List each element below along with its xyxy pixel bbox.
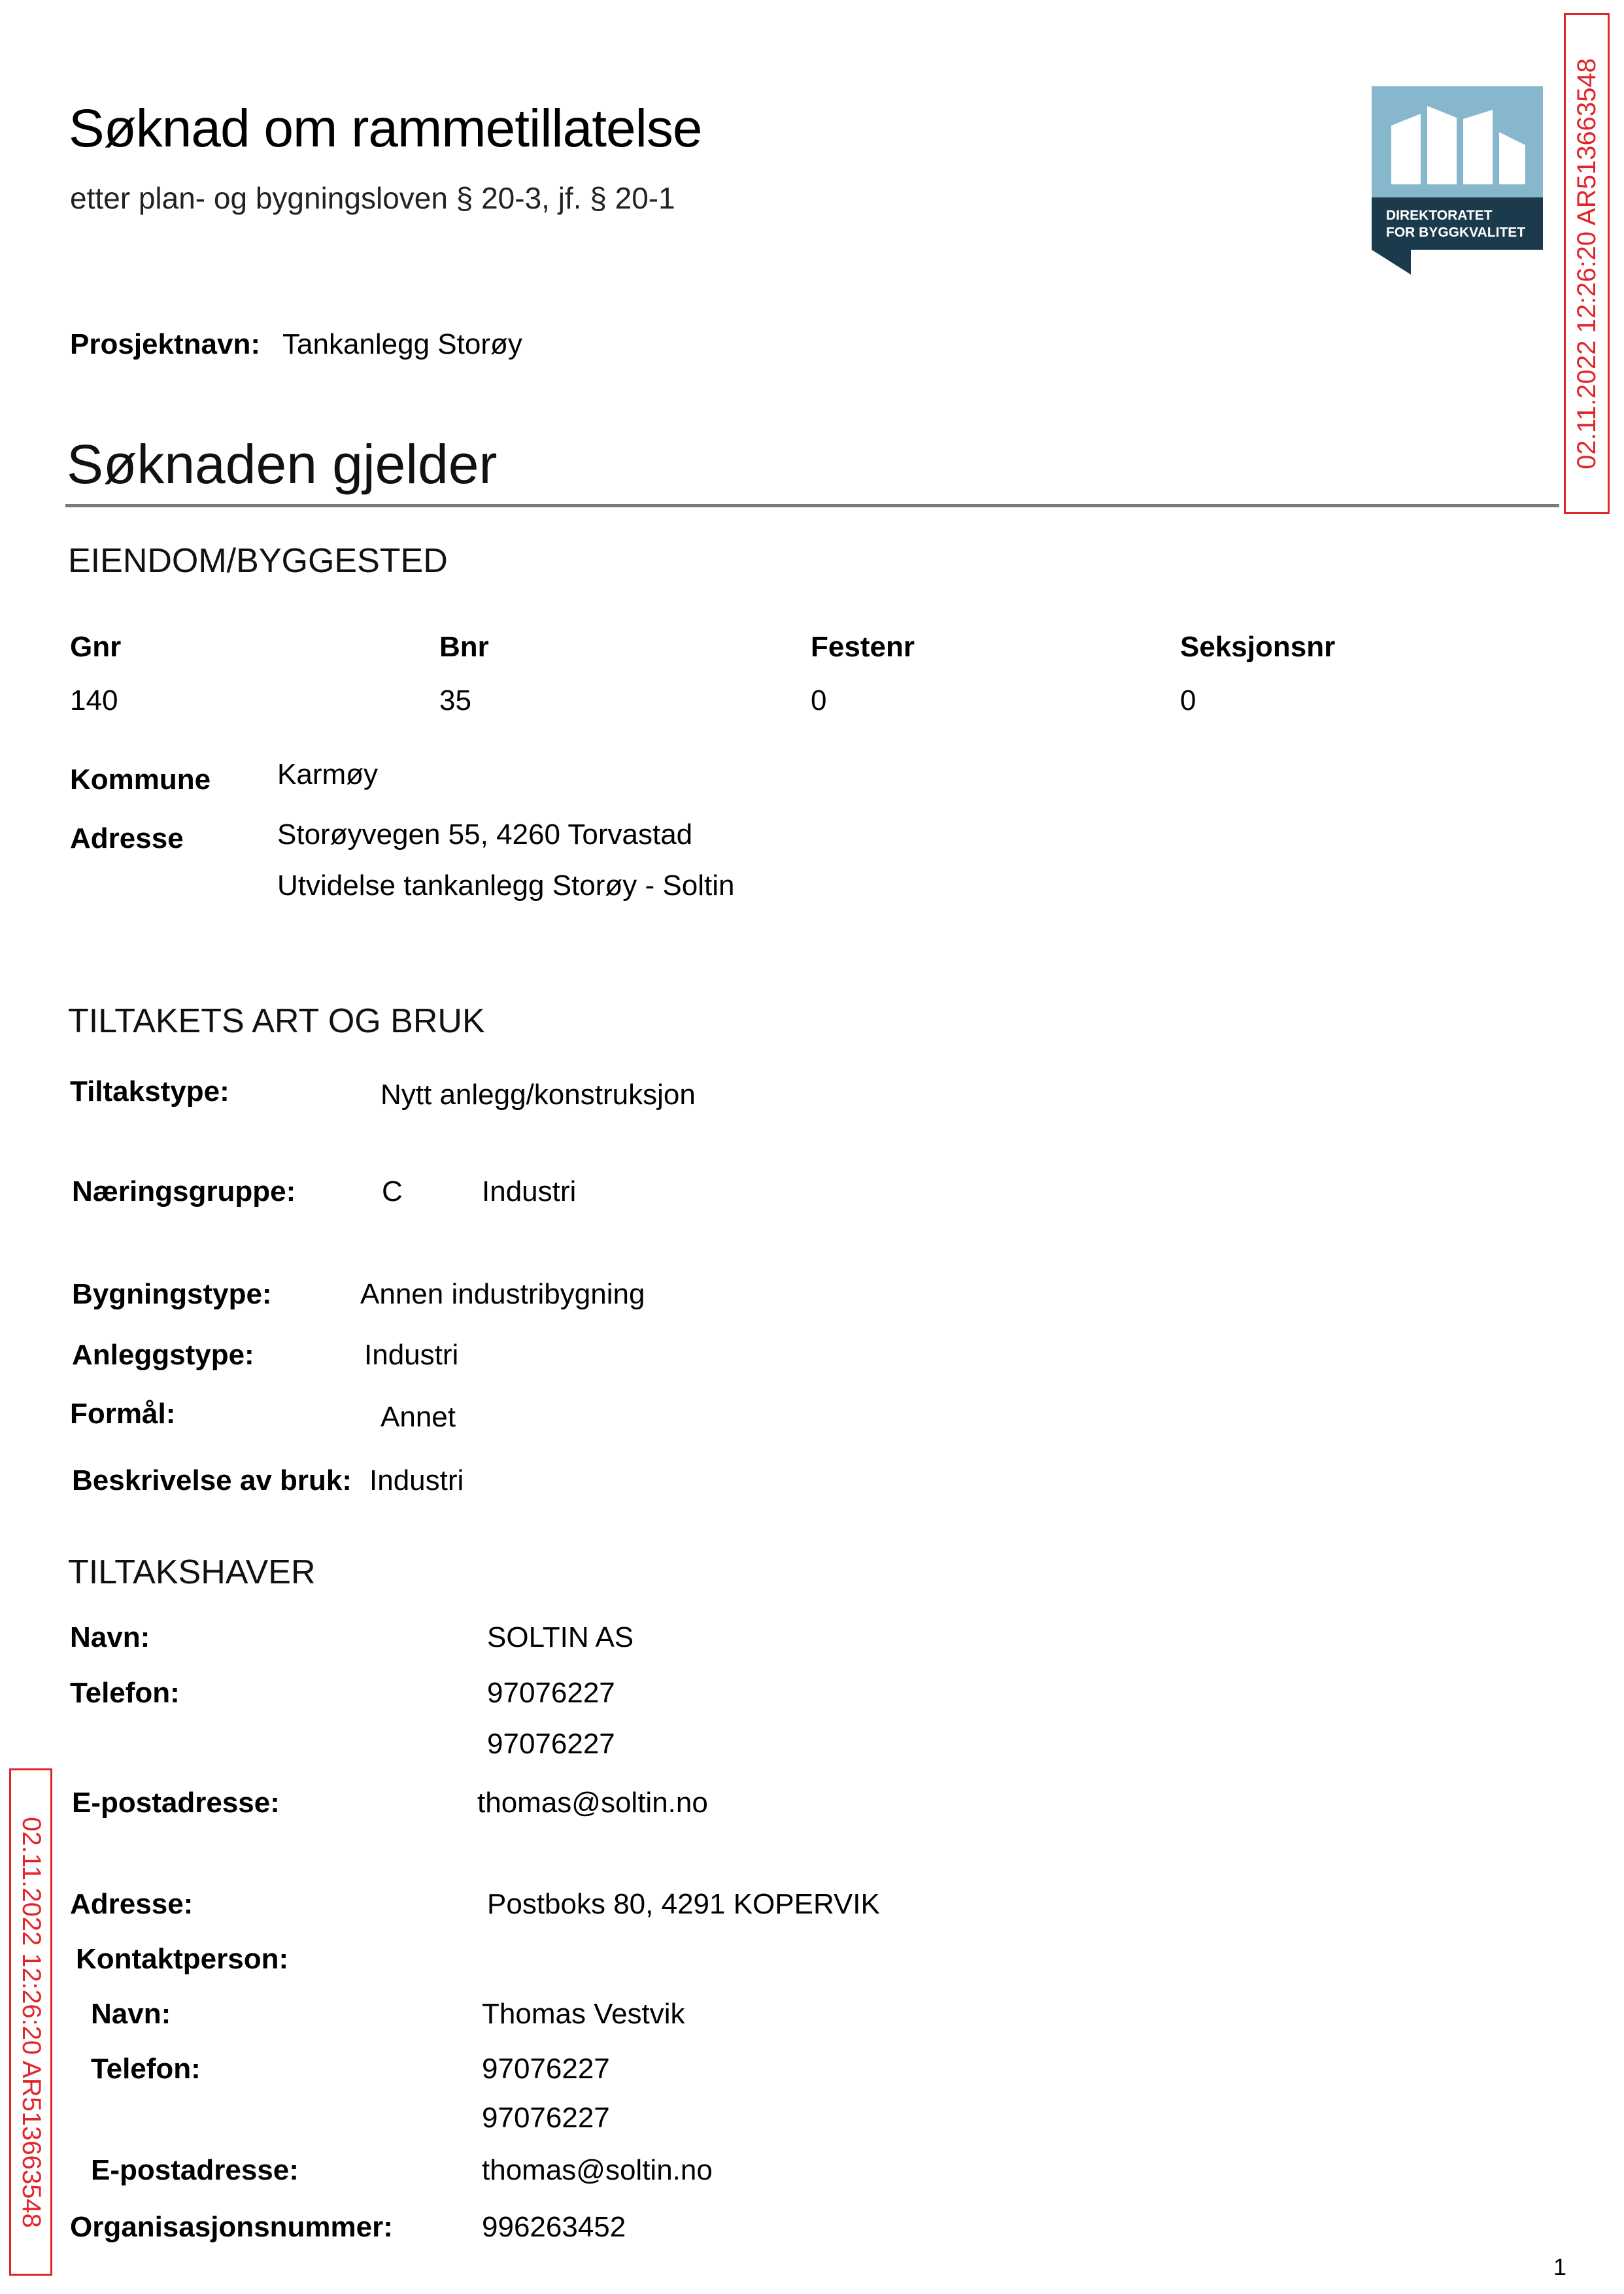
val-gnr: 140	[70, 684, 118, 717]
kp-epost-value: thomas@soltin.no	[482, 2154, 713, 2186]
th-telefon-2: 97076227	[487, 1728, 615, 1760]
tiltakstype-value: Nytt anlegg/konstruksjon	[381, 1079, 696, 1111]
kp-telefon-label: Telefon:	[91, 2053, 201, 2085]
adresse-line1: Storøyvegen 55, 4260 Torvastad	[277, 818, 693, 851]
stamp-text-right: 02.11.2022 12:26:20 AR513663548	[1572, 58, 1601, 469]
col-bnr: Bnr	[439, 631, 489, 663]
col-festenr: Festenr	[811, 631, 915, 663]
archive-stamp-left	[9, 1768, 52, 2276]
th-telefon-label: Telefon:	[70, 1677, 180, 1709]
naering-code: C	[382, 1175, 403, 1207]
anleggstype-value: Industri	[364, 1339, 459, 1371]
adresse-label: Adresse	[70, 822, 184, 854]
beskrivelse-value: Industri	[369, 1464, 464, 1496]
section-heading: Søknaden gjelder	[67, 433, 498, 495]
th-navn-value: SOLTIN AS	[487, 1621, 634, 1653]
bygningstype-value: Annen industribygning	[360, 1278, 645, 1310]
adresse-line2: Utvidelse tankanlegg Storøy - Soltin	[277, 869, 735, 902]
kp-navn-label: Navn:	[91, 1998, 171, 2030]
naering-label: Næringsgruppe:	[72, 1175, 296, 1207]
bygningstype-label: Bygningstype:	[72, 1278, 272, 1310]
th-adresse-label: Adresse:	[70, 1888, 194, 1920]
section-tiltak: TILTAKETS ART OG BRUK	[68, 1002, 485, 1040]
kontakt-label: Kontaktperson:	[76, 1943, 289, 1975]
formal-value: Annet	[381, 1401, 456, 1433]
anleggstype-label: Anleggstype:	[72, 1339, 254, 1371]
th-adresse-value: Postboks 80, 4291 KOPERVIK	[487, 1888, 880, 1920]
page-subtitle: etter plan- og bygningsloven § 20-3, jf. § 20-1	[70, 181, 675, 215]
tiltakstype-label: Tiltakstype:	[70, 1075, 229, 1107]
th-epost-label: E-postadresse:	[72, 1787, 280, 1819]
kommune-value: Karmøy	[277, 758, 378, 790]
kp-epost-label: E-postadresse:	[91, 2154, 299, 2186]
val-bnr: 35	[439, 684, 471, 717]
logo-text-2: FOR BYGGKVALITET	[1386, 225, 1526, 240]
project-value: Tankanlegg Storøy	[282, 328, 522, 360]
kp-telefon-1: 97076227	[482, 2053, 610, 2085]
beskrivelse-label: Beskrivelse av bruk:	[72, 1464, 352, 1496]
heading-rule	[65, 504, 1559, 507]
archive-stamp-right	[1564, 13, 1610, 514]
val-seksjonsnr: 0	[1180, 684, 1196, 717]
dibk-logo	[1372, 86, 1543, 275]
kommune-label: Kommune	[70, 764, 211, 796]
page-title: Søknad om rammetillatelse	[69, 99, 702, 158]
orgnr-label: Organisasjonsnummer:	[70, 2211, 393, 2243]
th-navn-label: Navn:	[70, 1621, 150, 1653]
orgnr-value: 996263452	[482, 2211, 626, 2243]
stamp-text-left: 02.11.2022 12:26:20 AR513663548	[16, 1816, 46, 2228]
col-gnr: Gnr	[70, 631, 122, 663]
dibk-logo-graphic	[1372, 86, 1543, 275]
naering-value: Industri	[482, 1175, 577, 1207]
val-festenr: 0	[811, 684, 827, 717]
kp-navn-value: Thomas Vestvik	[482, 1998, 685, 2030]
th-epost-value: thomas@soltin.no	[477, 1787, 708, 1819]
kp-telefon-2: 97076227	[482, 2102, 610, 2134]
section-tiltakshaver: TILTAKSHAVER	[68, 1553, 316, 1591]
page-number: 1	[1553, 2253, 1567, 2280]
project-label: Prosjektnavn:	[70, 328, 260, 360]
th-telefon-1: 97076227	[487, 1677, 615, 1709]
formal-label: Formål:	[70, 1398, 176, 1430]
logo-text-1: DIREKTORATET	[1386, 208, 1493, 223]
col-seksjonsnr: Seksjonsnr	[1180, 631, 1336, 663]
section-eiendom: EIENDOM/BYGGESTED	[68, 542, 448, 580]
